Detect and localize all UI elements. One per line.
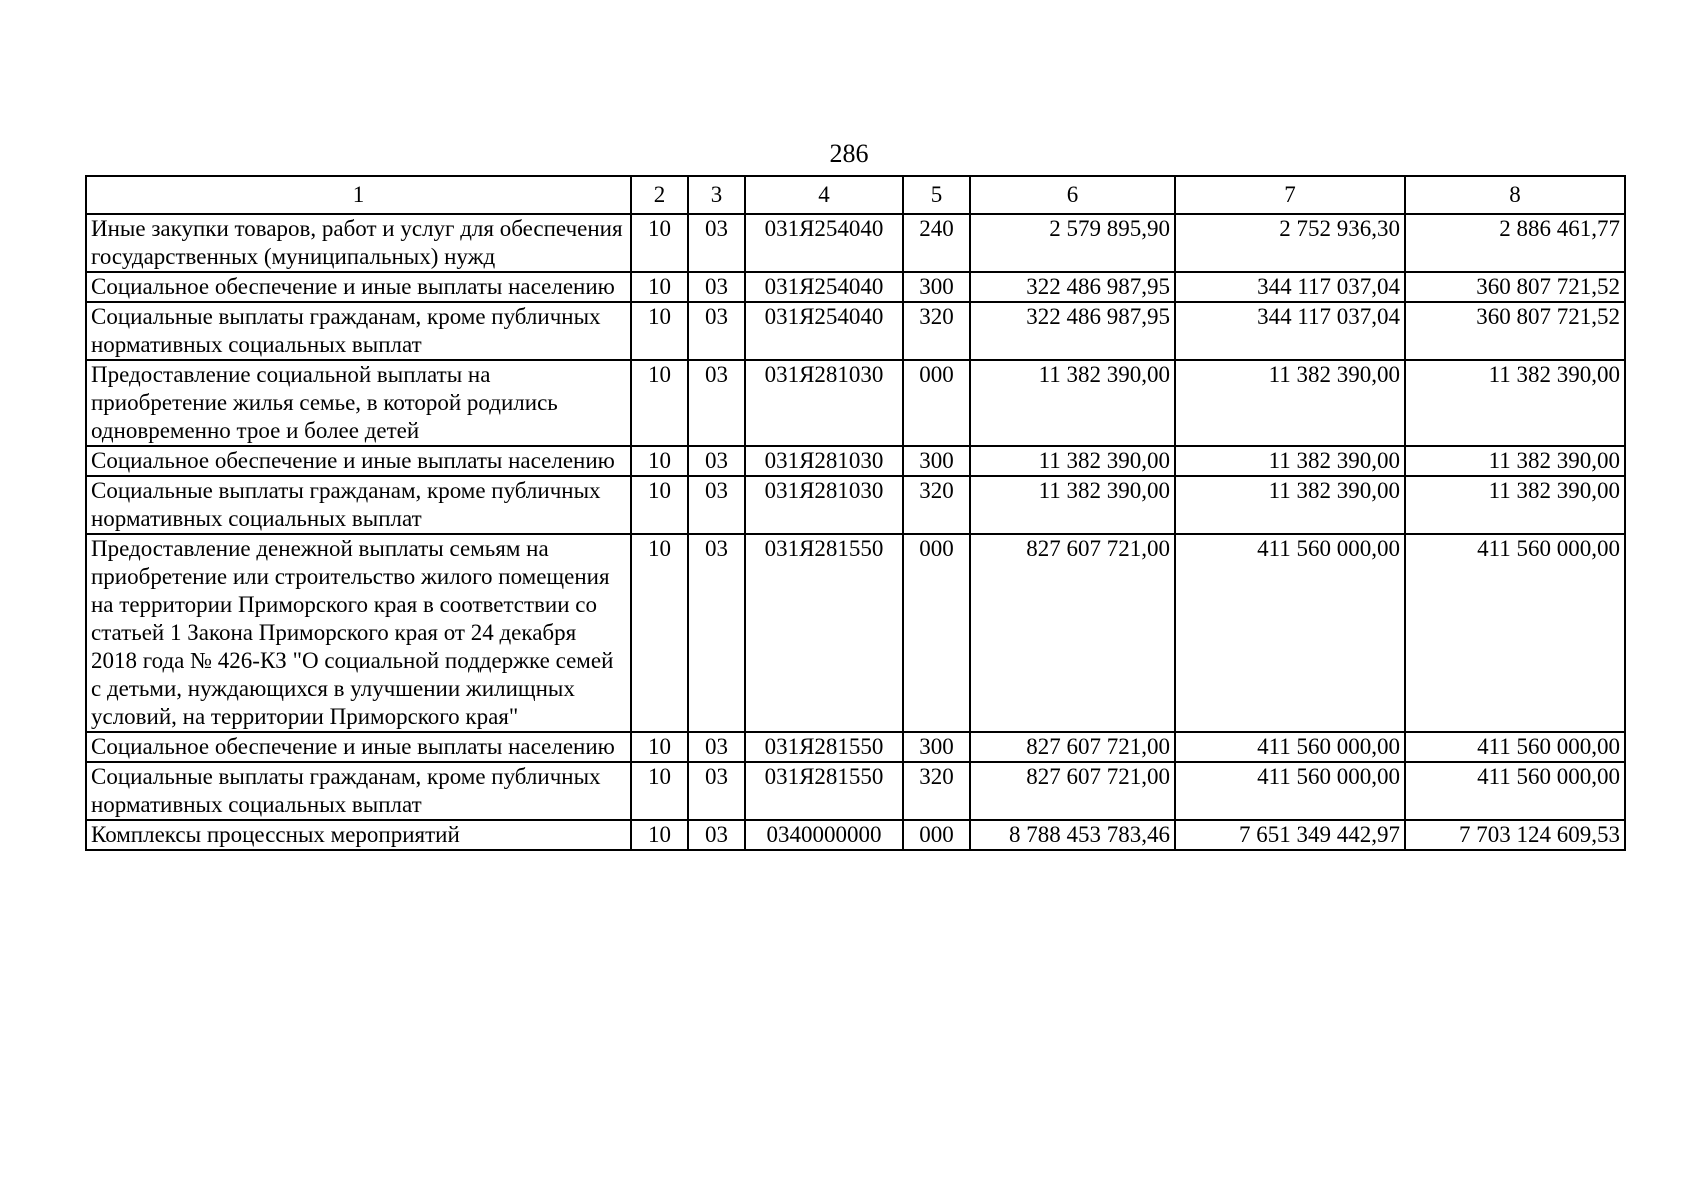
item-name: Предоставление денежной выплаты семьям на приобретение или строительство жилого помещения на территории Приморского края в соответствии со статьей 1 Закона Приморского края от 24 декабря 2018 года № 426-КЗ "О социальной поддержке семей с детьми, нуждающихся в улучшении жилищных условий, на территории Приморского края" (86, 534, 631, 732)
item-name: Социальное обеспечение и иные выплаты населению (86, 446, 631, 476)
section-code: 10 (631, 302, 688, 360)
section-code: 10 (631, 762, 688, 820)
target-code: 031Я281030 (745, 360, 903, 446)
amount-col7: 2 752 936,30 (1175, 214, 1405, 272)
amount-col6: 827 607 721,00 (970, 534, 1175, 732)
expense-type-code: 300 (903, 732, 970, 762)
subsection-code: 03 (688, 732, 745, 762)
subsection-code: 03 (688, 820, 745, 850)
expense-type-code: 320 (903, 476, 970, 534)
section-code: 10 (631, 732, 688, 762)
item-name: Социальные выплаты гражданам, кроме публичных нормативных социальных выплат (86, 762, 631, 820)
section-code: 10 (631, 272, 688, 302)
section-code: 10 (631, 360, 688, 446)
target-code: 0340000000 (745, 820, 903, 850)
subsection-code: 03 (688, 446, 745, 476)
amount-col6: 322 486 987,95 (970, 302, 1175, 360)
amount-col6: 11 382 390,00 (970, 446, 1175, 476)
target-code: 031Я281030 (745, 446, 903, 476)
item-name: Иные закупки товаров, работ и услуг для обеспечения государственных (муниципальных) нужд (86, 214, 631, 272)
section-code: 10 (631, 534, 688, 732)
target-code: 031Я254040 (745, 272, 903, 302)
subsection-code: 03 (688, 214, 745, 272)
amount-col7: 411 560 000,00 (1175, 732, 1405, 762)
amount-col8: 411 560 000,00 (1405, 534, 1625, 732)
subsection-code: 03 (688, 360, 745, 446)
table-row (86, 446, 1625, 476)
amount-col7: 344 117 037,04 (1175, 272, 1405, 302)
section-code: 10 (631, 820, 688, 850)
column-header: 3 (688, 176, 745, 214)
section-code: 10 (631, 446, 688, 476)
target-code: 031Я281550 (745, 732, 903, 762)
section-code: 10 (631, 476, 688, 534)
amount-col7: 7 651 349 442,97 (1175, 820, 1405, 850)
item-name: Социальные выплаты гражданам, кроме публичных нормативных социальных выплат (86, 302, 631, 360)
column-header: 5 (903, 176, 970, 214)
amount-col6: 8 788 453 783,46 (970, 820, 1175, 850)
amount-col7: 11 382 390,00 (1175, 360, 1405, 446)
table-row (86, 302, 1625, 360)
table-row (86, 272, 1625, 302)
page-number: 286 (829, 139, 869, 168)
column-header: 4 (745, 176, 903, 214)
expense-type-code: 000 (903, 820, 970, 850)
table-row (86, 360, 1625, 446)
table-row (86, 820, 1625, 850)
subsection-code: 03 (688, 762, 745, 820)
amount-col7: 411 560 000,00 (1175, 762, 1405, 820)
target-code: 031Я281030 (745, 476, 903, 534)
amount-col8: 2 886 461,77 (1405, 214, 1625, 272)
amount-col8: 411 560 000,00 (1405, 732, 1625, 762)
table-row (86, 214, 1625, 272)
expense-type-code: 300 (903, 272, 970, 302)
amount-col8: 360 807 721,52 (1405, 302, 1625, 360)
amount-col7: 411 560 000,00 (1175, 534, 1405, 732)
amount-col7: 11 382 390,00 (1175, 476, 1405, 534)
target-code: 031Я254040 (745, 214, 903, 272)
column-header: 2 (631, 176, 688, 214)
section-code: 10 (631, 214, 688, 272)
expense-type-code: 320 (903, 762, 970, 820)
amount-col8: 411 560 000,00 (1405, 762, 1625, 820)
expense-type-code: 240 (903, 214, 970, 272)
amount-col8: 360 807 721,52 (1405, 272, 1625, 302)
table-row (86, 534, 1625, 732)
budget-table (85, 175, 1626, 851)
target-code: 031Я254040 (745, 302, 903, 360)
column-header: 1 (86, 176, 631, 214)
table-row (86, 732, 1625, 762)
target-code: 031Я281550 (745, 534, 903, 732)
amount-col6: 2 579 895,90 (970, 214, 1175, 272)
table-row (86, 762, 1625, 820)
item-name: Комплексы процессных мероприятий (86, 820, 631, 850)
item-name: Предоставление социальной выплаты на приобретение жилья семье, в которой родились одновременно трое и более детей (86, 360, 631, 446)
amount-col6: 11 382 390,00 (970, 360, 1175, 446)
column-header: 7 (1175, 176, 1405, 214)
amount-col8: 11 382 390,00 (1405, 360, 1625, 446)
expense-type-code: 000 (903, 360, 970, 446)
amount-col6: 827 607 721,00 (970, 762, 1175, 820)
amount-col6: 827 607 721,00 (970, 732, 1175, 762)
column-header: 8 (1405, 176, 1625, 214)
column-header: 6 (970, 176, 1175, 214)
item-name: Социальное обеспечение и иные выплаты населению (86, 732, 631, 762)
table-row (86, 476, 1625, 534)
expense-type-code: 320 (903, 302, 970, 360)
subsection-code: 03 (688, 272, 745, 302)
amount-col8: 11 382 390,00 (1405, 476, 1625, 534)
target-code: 031Я281550 (745, 762, 903, 820)
amount-col7: 344 117 037,04 (1175, 302, 1405, 360)
amount-col6: 11 382 390,00 (970, 476, 1175, 534)
expense-type-code: 000 (903, 534, 970, 732)
subsection-code: 03 (688, 476, 745, 534)
item-name: Социальные выплаты гражданам, кроме публичных нормативных социальных выплат (86, 476, 631, 534)
expense-type-code: 300 (903, 446, 970, 476)
header-row (86, 176, 1625, 214)
amount-col6: 322 486 987,95 (970, 272, 1175, 302)
subsection-code: 03 (688, 534, 745, 732)
item-name: Социальное обеспечение и иные выплаты населению (86, 272, 631, 302)
amount-col8: 7 703 124 609,53 (1405, 820, 1625, 850)
subsection-code: 03 (688, 302, 745, 360)
amount-col8: 11 382 390,00 (1405, 446, 1625, 476)
amount-col7: 11 382 390,00 (1175, 446, 1405, 476)
